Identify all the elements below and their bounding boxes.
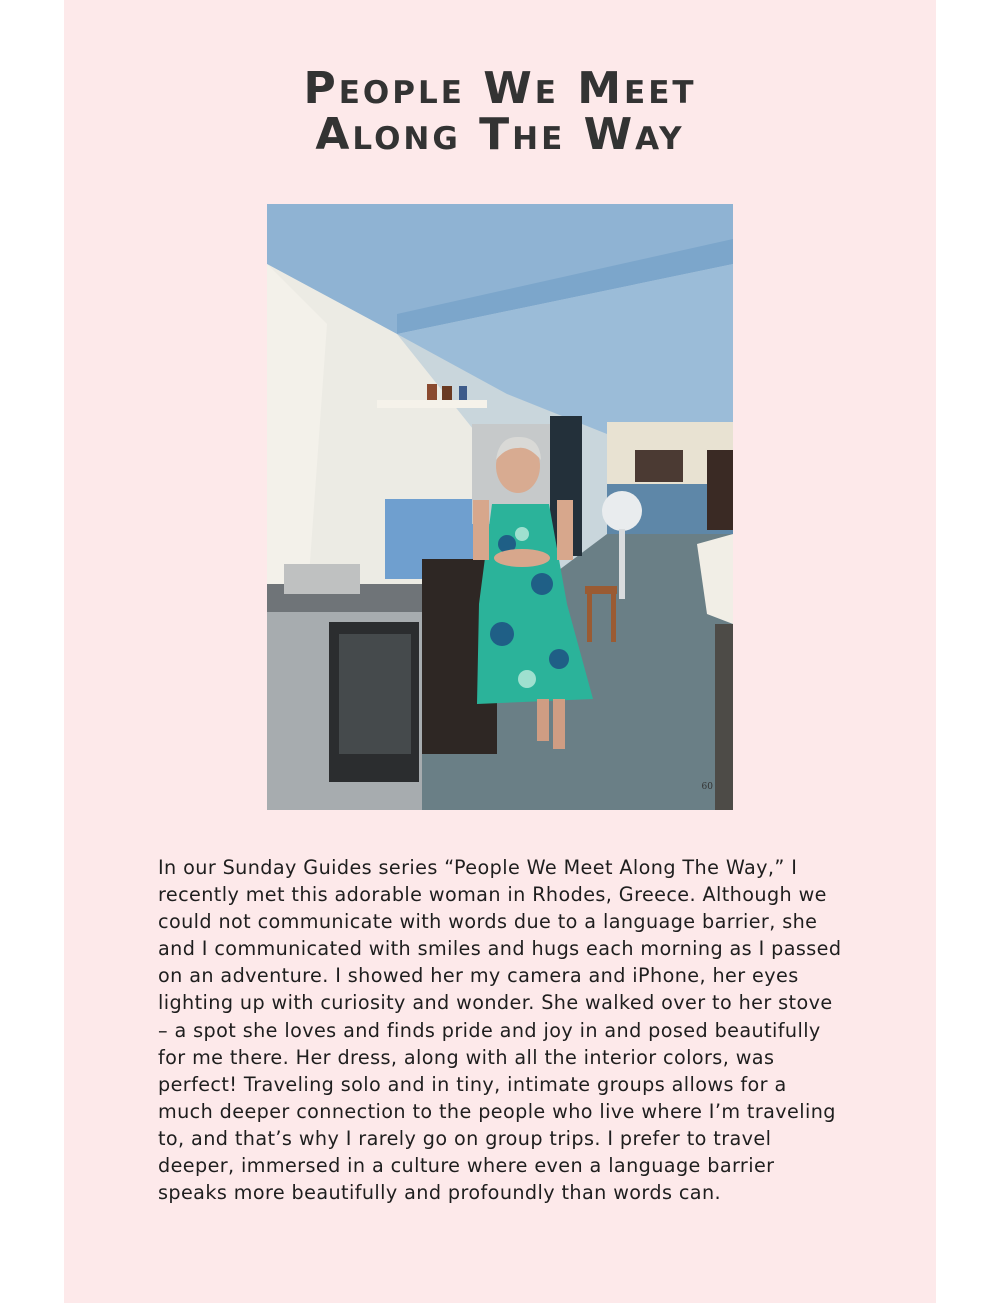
kitchen-illustration bbox=[267, 204, 733, 810]
title-line-1: People We Meet bbox=[303, 63, 697, 114]
body-paragraph: In our Sunday Guides series “People We Meet Along The Way,” I recently met this adorable woman in Rhodes, Greece. Although we could not communicate with words due to a language barrier, she and I communicated with smiles and hugs each morning as I passed on an adventure. I showed her my camera and iPhone, her eyes lighting up with curiosity and wonder. She walked over to her stove – a spot she loves and finds pride and joy in and posed beautifully for me there. Her dress, along with all the interior colors, was perfect! Traveling solo and in tiny, intimate groups allows for a much deeper connection to the people who live where I’m traveling to, and that’s why I rarely go on group trips. I prefer to travel deeper, immersed in a culture where even a language barrier speaks more beautifully and profoundly than words can. bbox=[158, 856, 842, 1205]
page-title bbox=[64, 63, 936, 160]
kitchen-photo bbox=[267, 204, 733, 810]
title-line-2: Along The Way bbox=[315, 109, 685, 160]
page bbox=[64, 0, 936, 1303]
photo-page-number: 60 bbox=[701, 782, 713, 792]
